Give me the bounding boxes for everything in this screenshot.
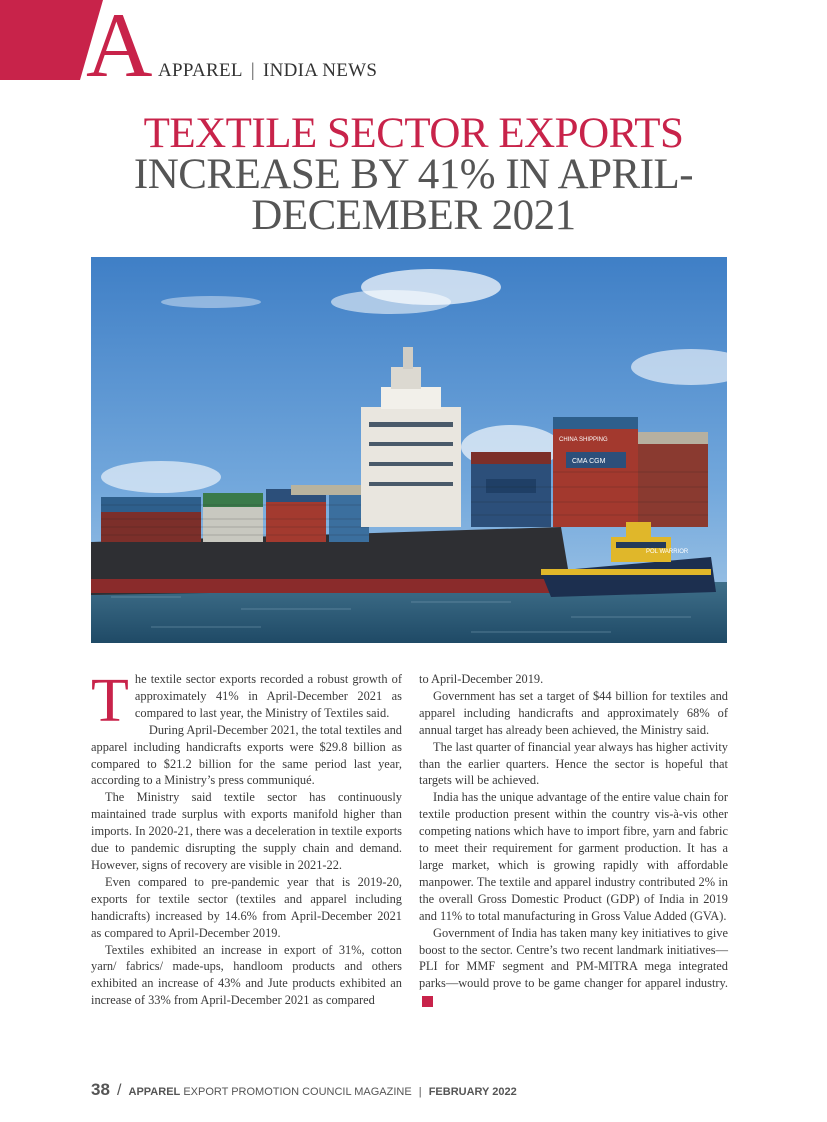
container-ship-image <box>91 257 727 643</box>
headline-line-3: DECEMBER 2021 <box>251 192 576 239</box>
section-label <box>158 60 377 82</box>
section-separator: | <box>250 60 255 81</box>
drop-cap: T <box>91 667 129 735</box>
article-column-right <box>419 671 728 1009</box>
container-label-2: CHINA SHIPPING <box>559 437 608 443</box>
article-paragraph-2: During April-December 2021, the total textiles and apparel including handicrafts exports were $29.8 billion as compared to $21.2 billion for the same period last year, according to a Ministry’s press communiqué. <box>91 722 402 788</box>
article-paragraph-1 <box>91 667 402 735</box>
article-paragraph-3: The Ministry said textile sector has continuously maintained trade surplus with exports manifold higher than imports. In 2020-21, there was a deceleration in textile exports due to pandemic disrupting the supply chain and demand. However, signs of recovery are visible in 2021-22. <box>91 790 402 872</box>
article-headline <box>40 110 787 239</box>
ship-name: POL WARRIOR <box>646 549 689 555</box>
section-category: INDIA NEWS <box>262 60 378 81</box>
footer-slash: / <box>116 1082 122 1099</box>
article-paragraph-7: The last quarter of financial year always has higher activity than the earlier quarters. Hence the sector is hopeful that targets will be achieved. <box>419 739 728 788</box>
paragraph-9-text: Government of India has taken many key initiatives to give boost to the sector. Centre’s two recent landmark initiatives— PLI for MMF segment and PM-MITRA mega integrated parks—would prove to be game changer for apparel industry. <box>419 925 728 991</box>
container-label-1: CMA CGM <box>572 458 606 465</box>
paragraph-1-text: he textile sector exports recorded a robust growth of approximately 41% in April-December 2021 as compared to last year, the Ministry of Textiles said. <box>134 672 402 720</box>
footer-publication: EXPORT PROMOTION COUNCIL MAGAZINE <box>183 1086 412 1098</box>
magazine-logo <box>0 0 152 80</box>
article-paragraph-9 <box>419 925 728 1010</box>
logo-letter: A <box>86 0 152 80</box>
article-paragraph-5: Textiles exhibited an increase in export of 31%, cotton yarn/ fabrics/ made-ups, handloom products and others exhibited an increase of 43% and Jute products exhibited an increase of 33% from April-December 2021 as compared <box>91 942 402 1008</box>
article-paragraph-6: Government has set a target of $44 billion for textiles and apparel including handicrafts and approximately 68% of annual target has already been achieved, the Ministry said. <box>419 688 728 737</box>
end-of-article-icon: A <box>422 996 433 1007</box>
page-footer <box>91 1080 517 1100</box>
headline-line-1: TEXTILE SECTOR EXPORTS <box>143 110 684 157</box>
logo-graphic <box>0 0 152 80</box>
article-paragraph-8: India has the unique advantage of the entire value chain for textile production present within the country vis-à-vis other competing nations which have to import fibre, yarn and fabric to meet their requirement for garment production. It has a large market, which is growing rapidly with affordable manpower. The textile and apparel industry contributed 2% in the overall Gross Domestic Product (GDP) of India in 2019 and 11% to total manufacturing in Gross Value Added (GVA). <box>419 790 728 923</box>
headline-line-2: INCREASE BY 41% IN APRIL- <box>133 151 694 198</box>
section-name: APPAREL <box>158 60 243 81</box>
article-paragraph-5-continued: to April-December 2019. <box>419 672 544 686</box>
article-column-left <box>91 667 402 1009</box>
page-number: 38 <box>91 1080 110 1099</box>
article-paragraph-4: Even compared to pre-pandemic year that is 2019-20, exports for textile sector (textiles and apparel including handicrafts) increased by 14.6% from April-December 2021 as compared to April-December 2019. <box>91 874 402 940</box>
footer-brand: APPAREL <box>128 1086 181 1098</box>
article-photo <box>91 257 727 643</box>
footer-separator: | <box>418 1086 422 1098</box>
footer-date: FEBRUARY 2022 <box>428 1086 517 1098</box>
